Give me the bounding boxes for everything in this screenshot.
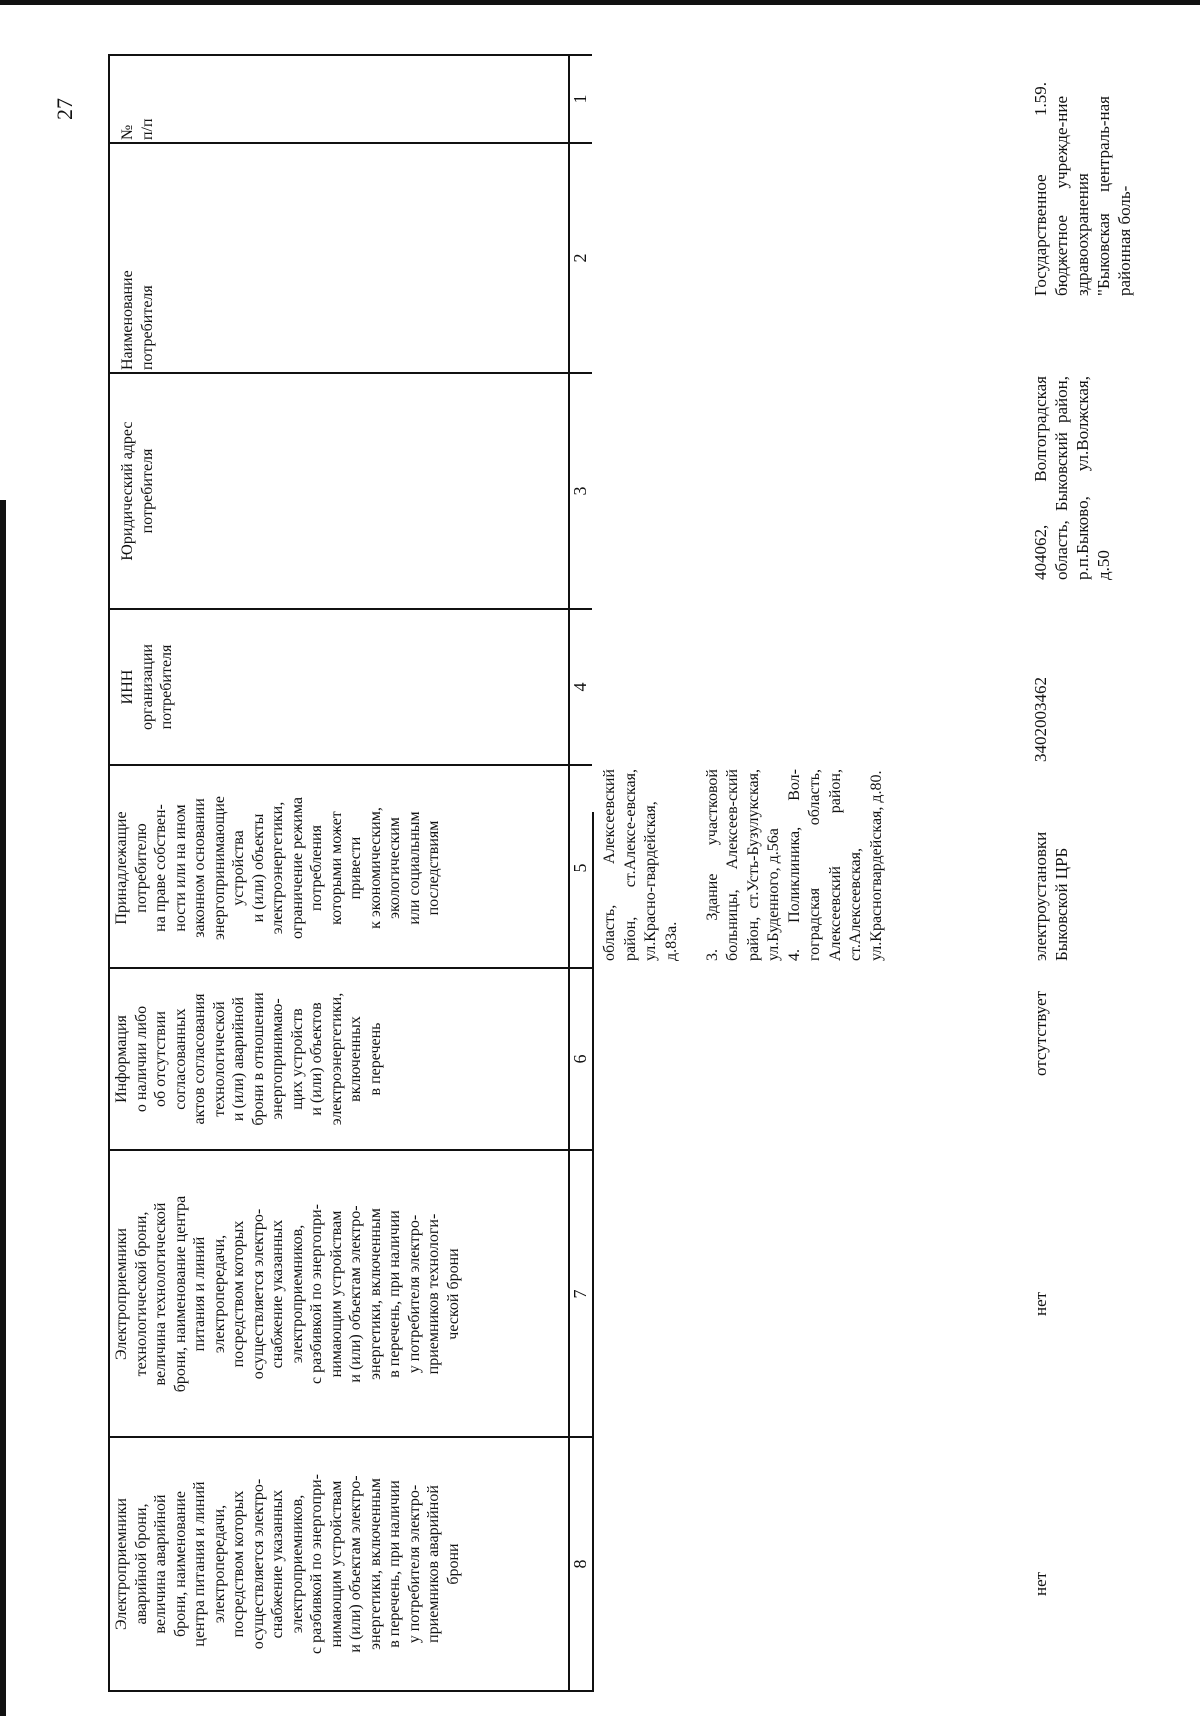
col-number-1: 1 [570, 94, 590, 104]
col-number-8: 8 [570, 1559, 590, 1569]
col-border-0 [108, 54, 592, 56]
header-col-2: Наименование потребителя [119, 270, 156, 370]
row-number: 1.59. [1031, 82, 1050, 116]
col-border-5 [108, 967, 592, 969]
page-number: 27 [52, 98, 77, 120]
col-number-2: 2 [570, 253, 590, 263]
table-top-border [108, 54, 110, 1692]
col-border-1 [108, 142, 592, 144]
header-col-4: ИНН организации потребителя [119, 644, 175, 730]
previous-row-continuation: область, Алексеевский район, ст.Алексе-евская, ул.Красно-гвардейская, д.83а. 3. Здание участковой больницы, Алексеев-ский район, ст.Усть-Бузулукская, ул.Буденного, д.56а 4. Поликлиника, Вол-гоградская область, Алексеевский район, ст.Алексеевская, ул.Красногвардейская, д.80. [601, 769, 885, 961]
header-col-6: Информация о наличии либо об отсутствии согласованных актов согласования технологической и (или) аварийной брони в отношении энергопринимаю- щих устройств и (или) объектов электроэнергетики, включенных в перечень [113, 992, 384, 1126]
col-border-7 [108, 1436, 592, 1438]
row-name: Государственное бюджетное учрежде-ние здравоохранения "Быковская централь-ная районная боль- [1031, 96, 1134, 296]
col-number-5: 5 [570, 863, 590, 873]
col-border-6 [108, 1149, 592, 1151]
col-border-2 [108, 372, 592, 374]
row-emergency-reserve: нет [1031, 1571, 1050, 1596]
row-address: 404062, Волгоградская область, Быковский район, р.п.Быково, ул.Волжская, д.50 [1031, 376, 1113, 580]
col-border-3 [108, 608, 592, 610]
header-col-8: Электроприемники аварийной брони, величина аварийной брони, наименование центра питания и линий электропередачи, посредством которых осуществляется электро- снабжение указанных электроприемников, с разбивкой по энергопри- нимающим устройствам и (или) объектам электро- энергетики, включенным в перечень, при наличии у потребителя электро- приемников аварийной брони [113, 1474, 462, 1655]
numrow-bottom-border [592, 812, 594, 1692]
header-col-1: № п/п [119, 118, 156, 140]
row-tech-reserve: нет [1031, 1291, 1050, 1316]
col-number-6: 6 [570, 1054, 590, 1064]
header-col-3: Юридический адрес потребителя [119, 421, 156, 561]
row-inn: 3402003462 [1031, 677, 1050, 762]
col-number-4: 4 [570, 682, 590, 692]
col-number-3: 3 [570, 486, 590, 496]
row-agreements: отсутствует [1031, 990, 1050, 1076]
col-number-7: 7 [570, 1289, 590, 1299]
header-col-5: Принадлежащие потребителю на праве собствен- ности или на ином законном основании энергопринимающие устройства и (или) объекты электроэнергетики, ограничение режима потребления которыми может привести к экономическим, экологическим или социальным последствиям [113, 796, 442, 940]
row-devices: электроустановки Быковской ЦРБ [1031, 831, 1071, 961]
col-border-8 [108, 1690, 592, 1692]
header-col-7: Электроприемники технологической брони, величина технологической брони, наименование центра питания и линий электропередачи, посредством которых осуществляется электро- снабжение указанных электроприемников, с разбивкой по энергопри- нимающим устройствам и (или) объектам электро- энергетики, включенным в перечень, при наличии у потребителя электро- приемников технологи- ческой брони [113, 1195, 462, 1393]
col-border-4 [108, 764, 592, 766]
